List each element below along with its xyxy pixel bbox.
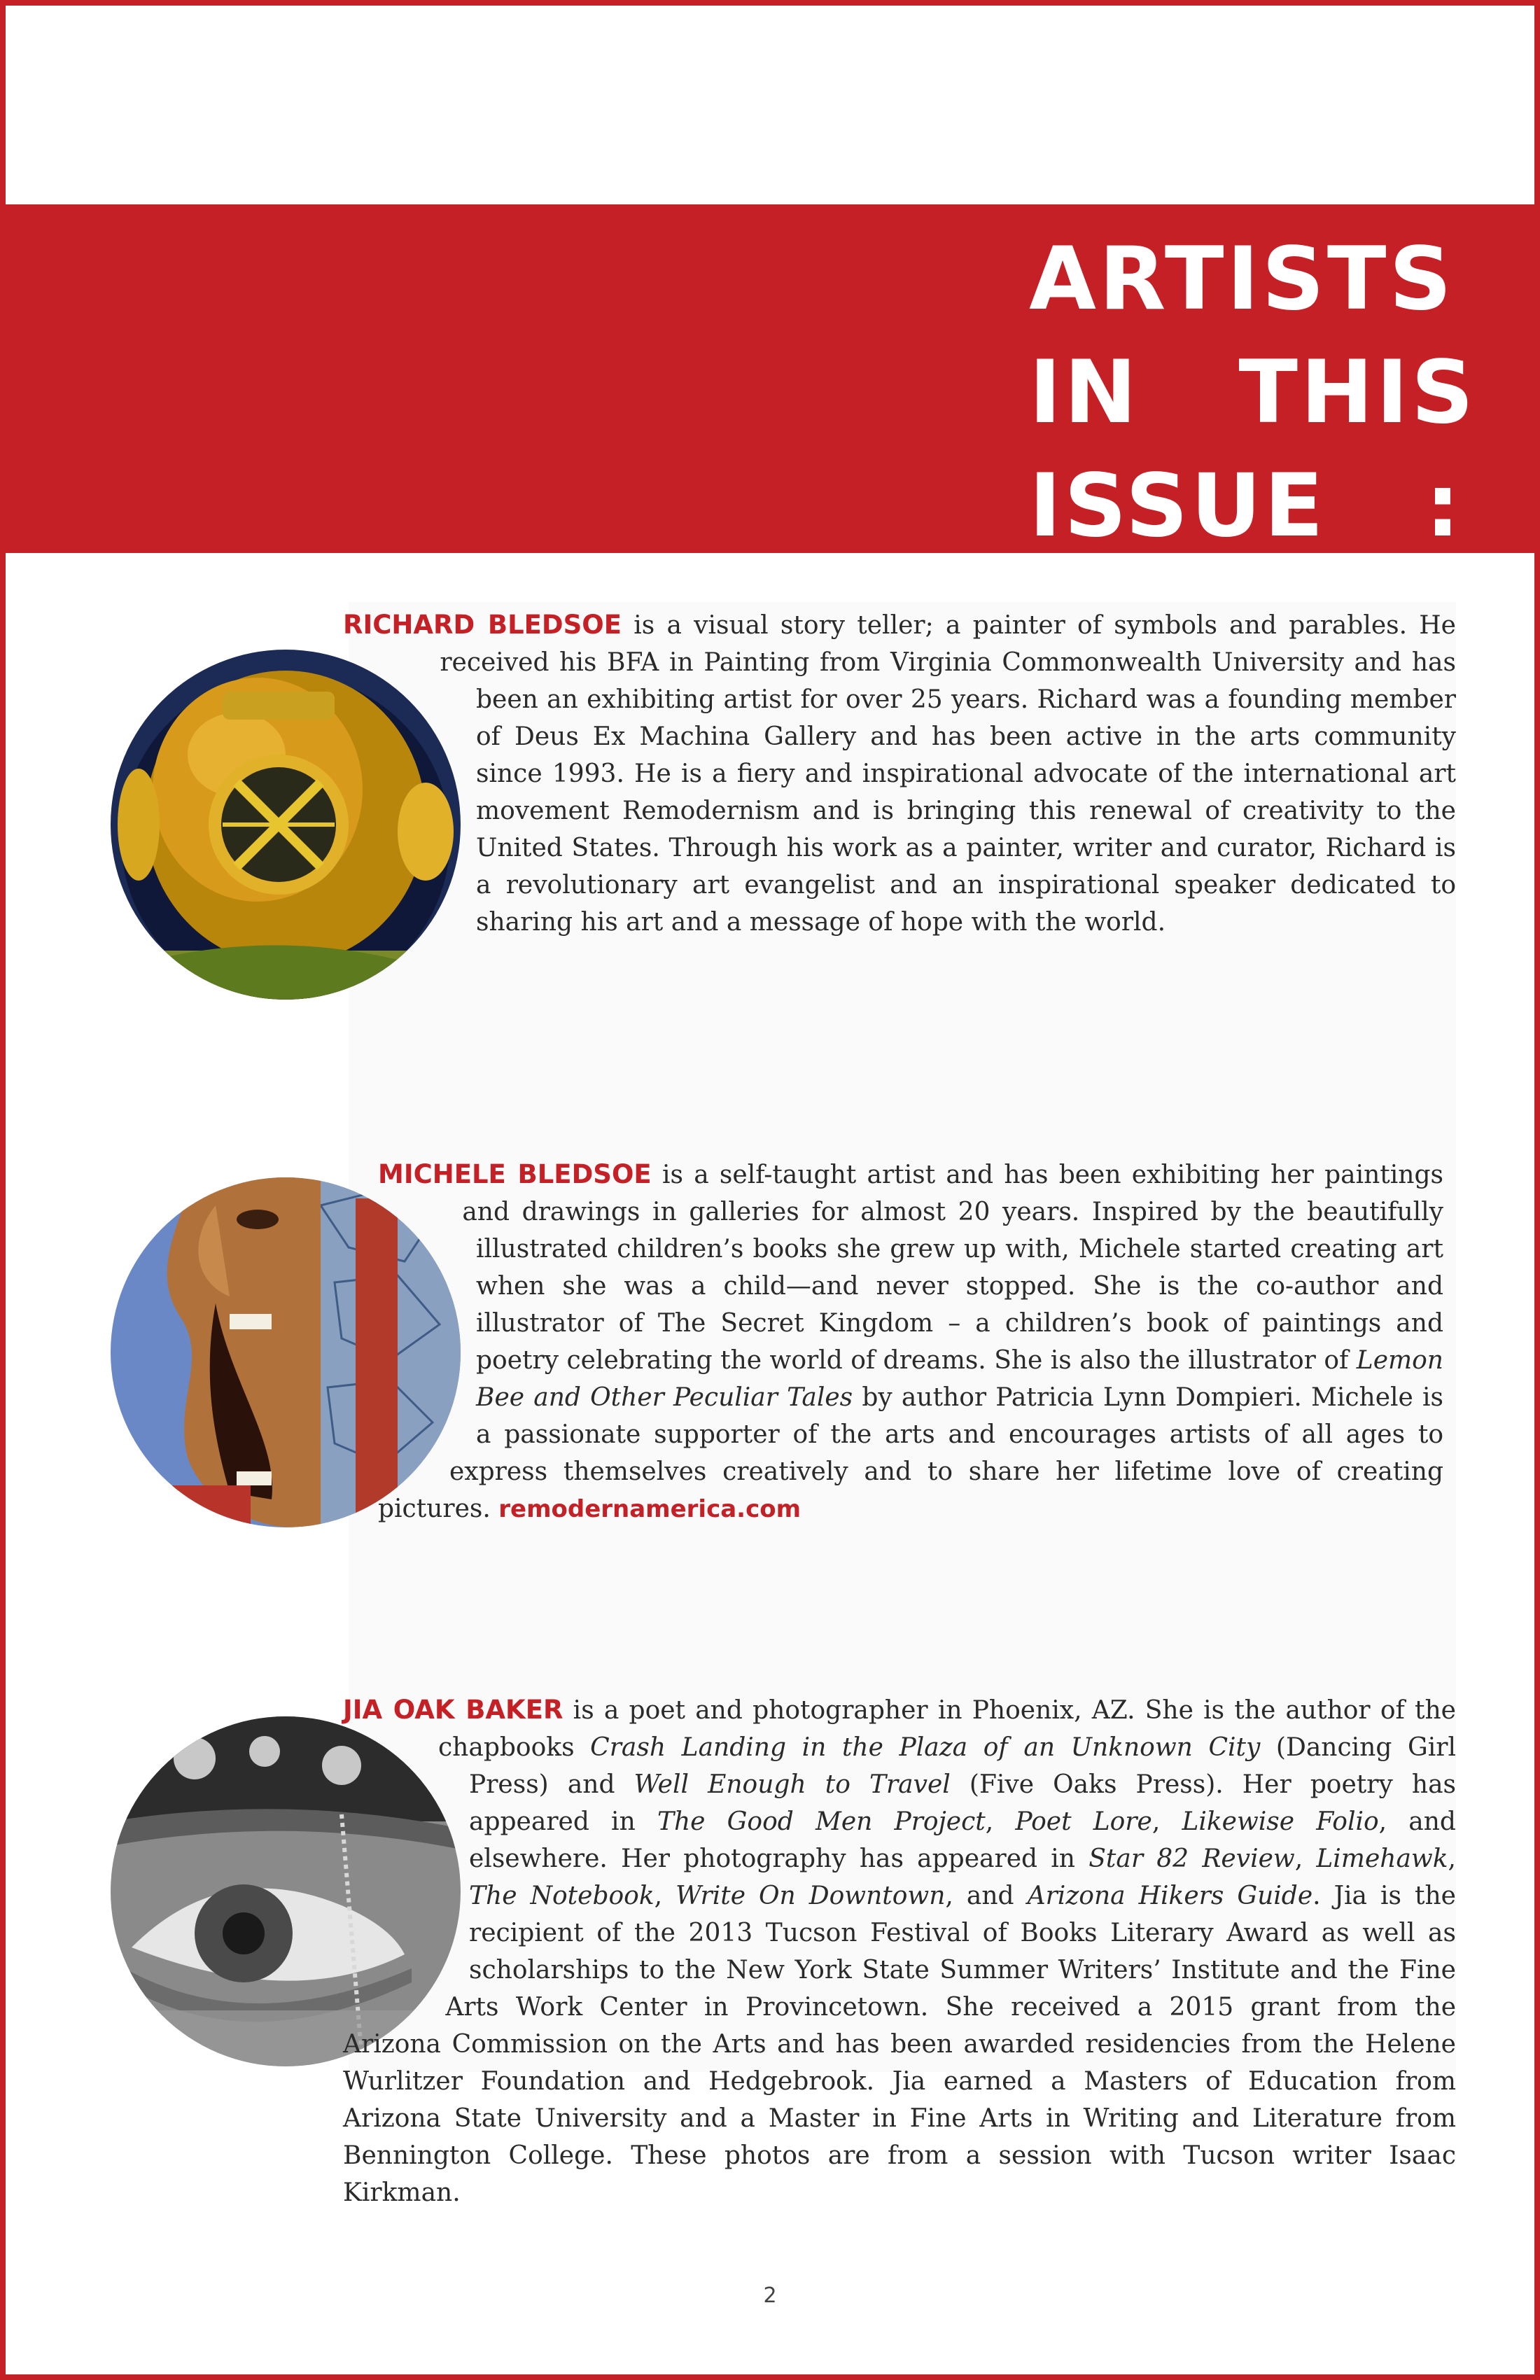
artist-bio: . Jia is the recipient of the 2013 Tucson Festival of Books Literary Award as well as scholarships to the New York State Summer Writers’ Institute and the Fine Arts Work Center in Provincetown. She received a 2015 grant from the Arizona Commission on the Arts and has been awarded residencies from the Helene Wurlitzer Foundation and Hedgebrook. Jia earned a Masters of Education from Arizona State University and a Master in Fine Arts in Writing and Literature from Bennington College. These photos are from a session with Tucson writer Isaac Kirkman. (343, 1882, 1456, 2207)
artist-bio: is a visual story teller; a painter of symbols and parables. He received his BFA in Painting from Virginia Commonwealth University and has been an exhibiting artist for over 25 years. Richard was a founding member of Deus Ex Machina Gallery and has been active in the arts community since 1993. He is a fiery and inspirational advocate of the international art movement Remodernism and is bringing this renewal of creativity to the United States. Through his work as a painter, writer and curator, Richard is a revolutionary art evangelist and an inspirational speaker dedicated to sharing his art and a message of hope with the world. (440, 611, 1456, 937)
publication-title: Star 82 Review (1088, 1844, 1295, 1873)
artist-bio: (Dancing Girl Press) and (469, 1733, 1456, 1799)
artist-bio: is a self-taught artist and has been exhibiting her paintings and drawings in galleries for almost 20 years. Inspired by the beautifully illustrated children’s books she grew up with, Michele started creating art when she was a child—and never stopped. She is the co-author and illustrator of The Secret Kingdom – a children’s book of paintings and poetry celebrating the world of dreams. She is also the illustrator of (462, 1161, 1443, 1375)
website-link[interactable]: remodernamerica.com (498, 1495, 802, 1523)
page-title-line: ARTISTS (1029, 229, 1455, 330)
publication-title: Likewise Folio (1182, 1807, 1379, 1836)
artist-name: MICHELE BLEDSOE (378, 1159, 652, 1189)
bio-jia-oak-baker (343, 1691, 1456, 2211)
book-title: Lemon Bee and Other Peculiar Tales (476, 1346, 1443, 1412)
publication-title: The Good Men Project (657, 1807, 986, 1836)
header-banner (6, 204, 1534, 556)
publication-title: Limehawk (1316, 1844, 1448, 1873)
artist-bio: , (654, 1882, 676, 1910)
page-title-line: ISSUE : (1029, 456, 1463, 556)
artist-bio: is a poet and photographer in Phoenix, AZ. She is the author of the chapbooks (438, 1696, 1456, 1762)
bio-michele-bledsoe (378, 1156, 1443, 1528)
publication-title: The Notebook (469, 1882, 654, 1910)
artist-bio: , (1294, 1844, 1317, 1873)
book-title: Well Enough to Travel (634, 1770, 951, 1799)
artist-bio: , (985, 1807, 1016, 1836)
artist-name: RICHARD BLEDSOE (343, 610, 622, 640)
artist-bio: , and (945, 1882, 1028, 1910)
publication-title: Arizona Hikers Guide (1027, 1882, 1313, 1910)
book-title: Crash Landing in the Plaza of an Unknown City (590, 1733, 1261, 1762)
artist-bio: , (1448, 1844, 1456, 1873)
artist-bio: , (1152, 1807, 1182, 1836)
artist-name: JIA OAK BAKER (343, 1695, 564, 1725)
artist-bio: (Five Oaks Press). Her poetry has appeared in (469, 1770, 1457, 1836)
publication-title: Poet Lore (1015, 1807, 1152, 1836)
page-number: 2 (763, 2283, 777, 2308)
artist-bio: by author Patricia Lynn Dompieri. Michele is a passionate supporter of the arts and encourages artists of all ages to express themselves creatively and to share her lifetime love of creating pictures. (378, 1383, 1444, 1523)
artist-bio: , and elsewhere. Her photography has appeared in (469, 1807, 1456, 1873)
page-title (1029, 223, 1477, 563)
bio-richard-bledsoe (343, 606, 1456, 998)
page-title-line: IN THIS (1029, 342, 1477, 443)
publication-title: Write On Downtown (676, 1882, 946, 1910)
